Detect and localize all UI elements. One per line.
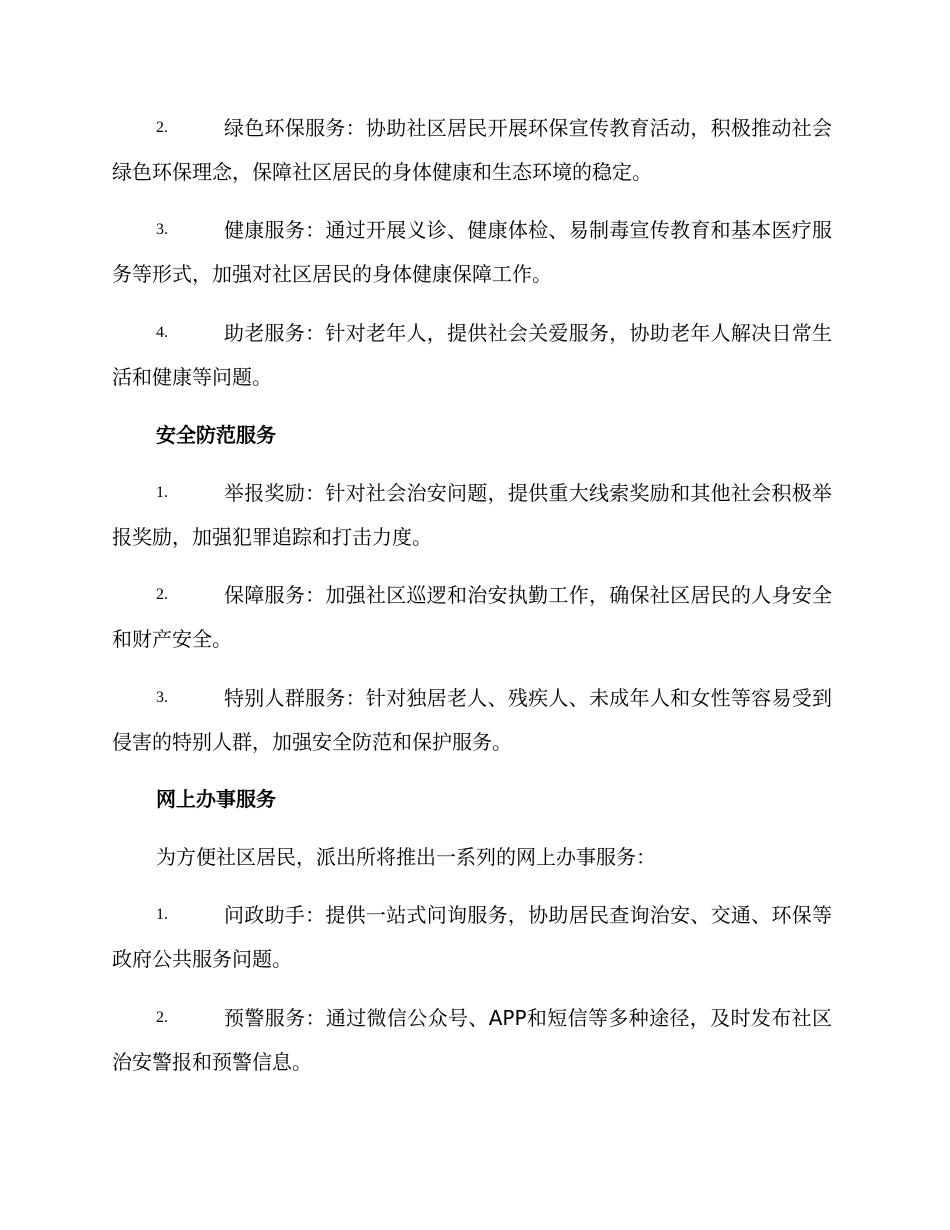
list-item-report-reward — [112, 471, 832, 559]
list-number: 1. — [156, 484, 168, 501]
list-item-elderly-service — [112, 311, 832, 399]
list-item-text: 预警服务：通过微信公众号、APP和短信等多种途径，及时发布社区治安警报和预警信息。 — [112, 1006, 832, 1074]
list-item-text: 问政助手：提供一站式问询服务，协助居民查询治安、交通、环保等政府公共服务问题。 — [112, 903, 832, 971]
list-item-green-service — [112, 106, 832, 194]
list-item-special-groups — [112, 676, 832, 764]
list-item-protection-service — [112, 573, 832, 661]
list-item-text: 举报奖励：针对社会治安问题，提供重大线索奖励和其他社会积极举报奖励，加强犯罪追踪和打击力度。 — [112, 481, 832, 549]
list-number: 2. — [156, 586, 168, 603]
section-heading-online: 网上办事服务 — [156, 787, 276, 811]
list-number: 1. — [156, 906, 168, 923]
intro-paragraph: 为方便社区居民，派出所将推出一系列的网上办事服务： — [156, 845, 656, 869]
list-item-text: 特别人群服务：针对独居老人、残疾人、未成年人和女性等容易受到侵害的特别人群，加强安全防范和保护服务。 — [112, 686, 832, 754]
list-item-alert-service — [112, 996, 832, 1084]
list-number: 3. — [156, 221, 168, 238]
list-number: 3. — [156, 689, 168, 706]
list-number: 2. — [156, 119, 168, 136]
list-item-text: 健康服务：通过开展义诊、健康体检、易制毒宣传教育和基本医疗服务等形式，加强对社区居民的身体健康保障工作。 — [112, 218, 832, 286]
list-item-text: 保障服务：加强社区巡逻和治安执勤工作，确保社区居民的人身安全和财产安全。 — [112, 583, 832, 651]
list-number: 2. — [156, 1009, 168, 1026]
list-item-text: 助老服务：针对老年人，提供社会关爱服务，协助老年人解决日常生活和健康等问题。 — [112, 321, 832, 389]
list-item-text: 绿色环保服务：协助社区居民开展环保宣传教育活动，积极推动社会绿色环保理念，保障社区居民的身体健康和生态环境的稳定。 — [112, 116, 832, 184]
list-item-health-service — [112, 208, 832, 296]
list-number: 4. — [156, 324, 168, 341]
list-item-inquiry-assistant — [112, 893, 832, 981]
section-heading-security: 安全防范服务 — [156, 423, 276, 447]
